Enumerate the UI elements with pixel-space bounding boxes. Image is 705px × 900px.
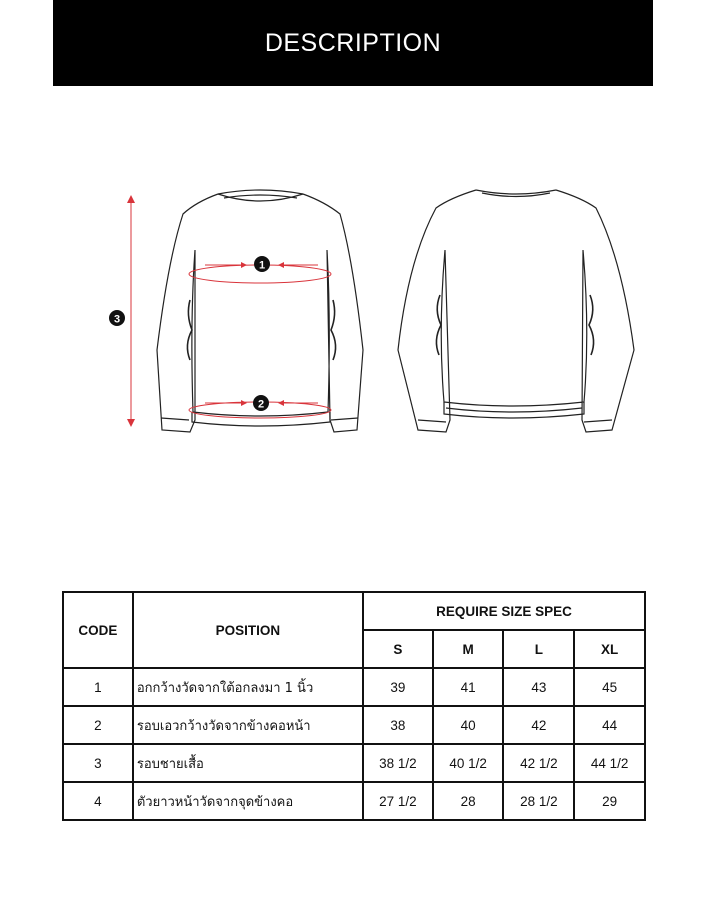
sweater-illustration — [0, 180, 705, 450]
row-value-s: 39 — [363, 668, 433, 706]
sweater-back-drawing — [398, 190, 634, 432]
table-row — [63, 782, 645, 820]
row-value-xl: 29 — [574, 782, 645, 820]
position-header: POSITION — [133, 592, 363, 668]
row-value-l: 42 1/2 — [503, 744, 574, 782]
size-header-l: L — [503, 630, 574, 668]
row-value-l: 43 — [503, 668, 574, 706]
table-header-row — [63, 592, 645, 630]
spec-header: REQUIRE SIZE SPEC — [363, 592, 645, 630]
row-code: 2 — [63, 706, 133, 744]
row-position: อกกว้างวัดจากใต้อกลงมา 1 นิ้ว — [133, 668, 363, 706]
row-position: ตัวยาวหน้าวัดจากจุดข้างคอ — [133, 782, 363, 820]
row-value-s: 38 1/2 — [363, 744, 433, 782]
code-header: CODE — [63, 592, 133, 668]
page-title: DESCRIPTION — [264, 28, 442, 57]
row-value-m: 41 — [433, 668, 504, 706]
size-header-xl: XL — [574, 630, 645, 668]
marker-2-label: 2 — [257, 398, 265, 411]
row-value-xl: 45 — [574, 668, 645, 706]
length-measurement — [109, 195, 135, 427]
table-row — [63, 668, 645, 706]
row-code: 1 — [63, 668, 133, 706]
size-header-s: S — [363, 630, 433, 668]
hem-measurement — [189, 395, 331, 418]
size-header-m: M — [433, 630, 504, 668]
row-value-s: 27 1/2 — [363, 782, 433, 820]
size-spec-table — [62, 591, 646, 821]
row-value-s: 38 — [363, 706, 433, 744]
row-value-m: 40 1/2 — [433, 744, 504, 782]
row-code: 4 — [63, 782, 133, 820]
chest-measurement — [189, 256, 331, 283]
row-code: 3 — [63, 744, 133, 782]
row-value-xl: 44 — [574, 706, 645, 744]
row-value-m: 40 — [433, 706, 504, 744]
row-value-xl: 44 1/2 — [574, 744, 645, 782]
row-value-l: 28 1/2 — [503, 782, 574, 820]
row-position: รอบเอวกว้างวัดจากข้างคอหน้า — [133, 706, 363, 744]
marker-3-label: 3 — [113, 313, 121, 326]
table-row — [63, 706, 645, 744]
header-bar — [53, 0, 653, 86]
marker-1-label: 1 — [258, 259, 266, 272]
row-position: รอบชายเสื้อ — [133, 744, 363, 782]
table-row — [63, 744, 645, 782]
row-value-l: 42 — [503, 706, 574, 744]
row-value-m: 28 — [433, 782, 504, 820]
